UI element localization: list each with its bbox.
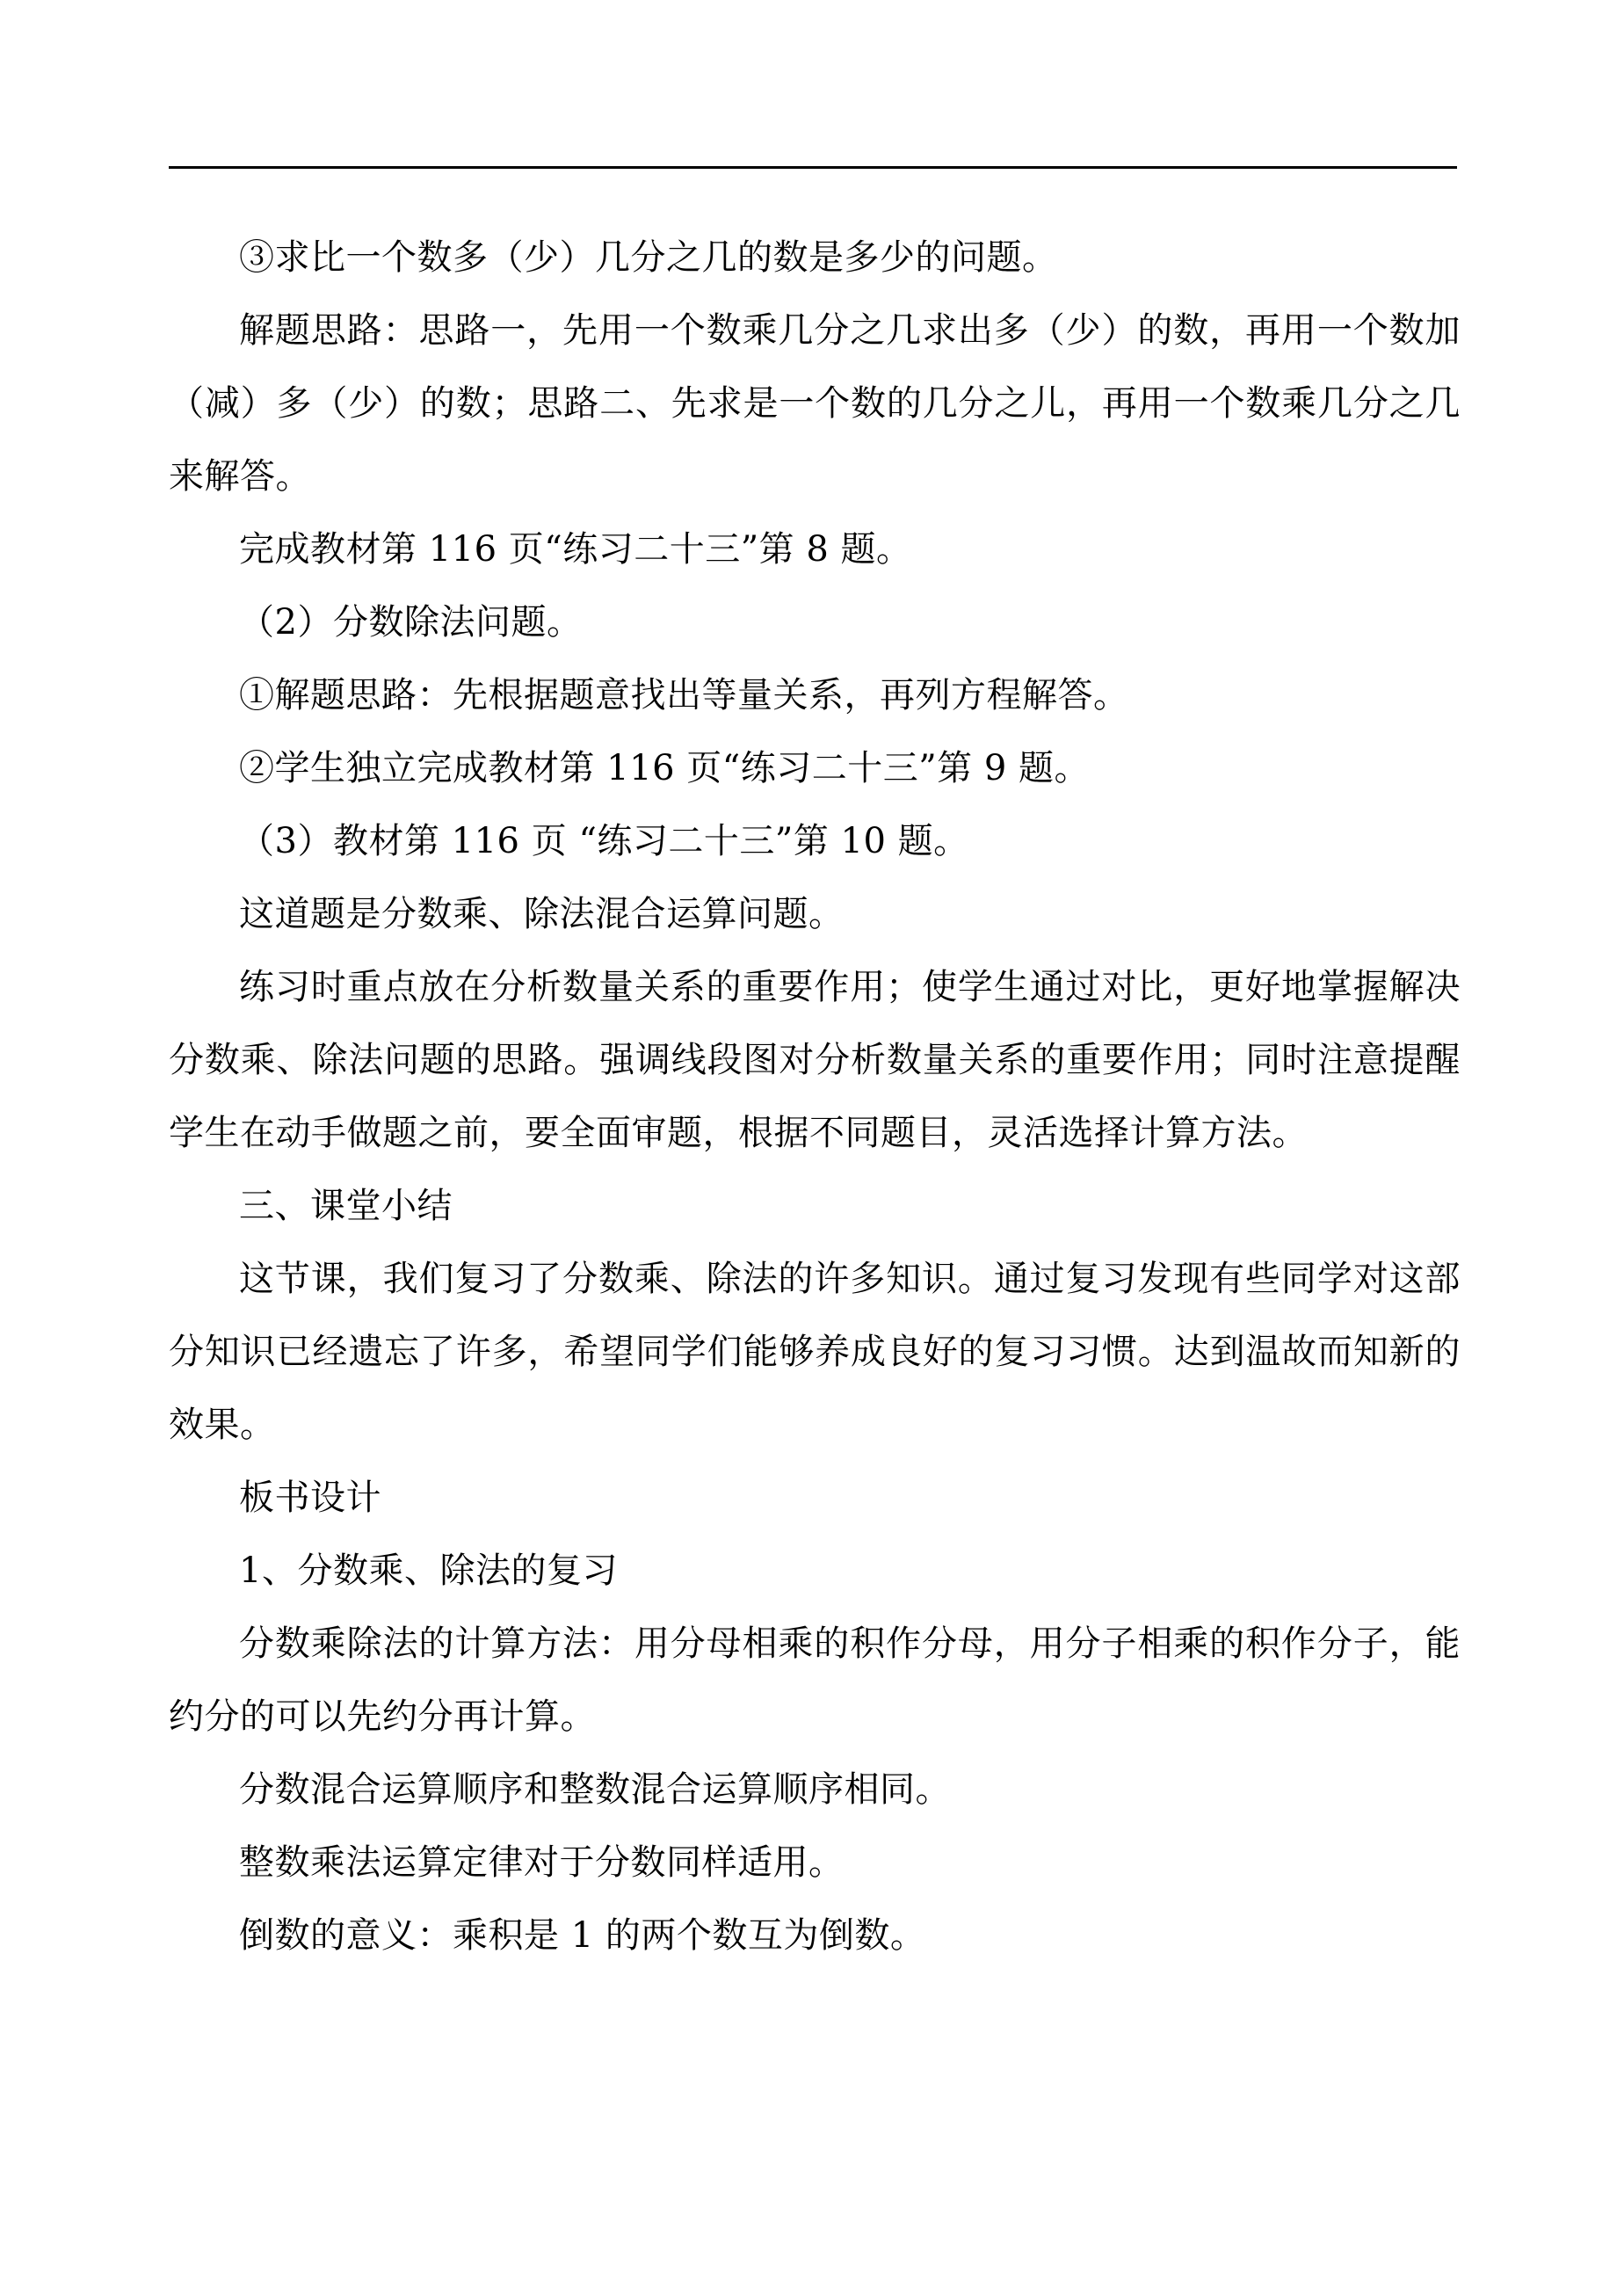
board-item-review-title: 1、分数乘、除法的复习 (239, 1551, 618, 1591)
board-item-calculation-method: 分数乘除法的计算方法：用分母相乘的积作分母，用分子相乘的积作分子，能约分的可以先约分再计算。 (169, 1623, 1461, 1737)
paragraph-mixed-operations: 这道题是分数乘、除法混合运算问题。 (239, 894, 845, 934)
paragraph-division-problem-heading: （2）分数除法问题。 (239, 602, 583, 643)
paragraph-comparison-problem: ③求比一个数多（少）几分之几的数是多少的问题。 (239, 237, 1058, 278)
board-item-operation-order: 分数混合运算顺序和整数混合运算顺序相同。 (239, 1769, 951, 1810)
paragraph-summary: 这节课，我们复习了分数乘、除法的许多知识。通过复习发现有些同学对这部分知识已经遗忘了许多，希望同学们能够养成良好的复习习惯。达到温故而知新的效果。 (169, 1259, 1461, 1445)
paragraph-exercise-8: 完成教材第 116 页“练习二十三”第 8 题。 (239, 529, 912, 570)
paragraph-exercise-9: ②学生独立完成教材第 116 页“练习二十三”第 9 题。 (239, 748, 1091, 788)
paragraph-solution-approach: 解题思路：思路一，先用一个数乘几分之几求出多（少）的数，再用一个数加（减）多（少）的数；思路二、先求是一个数的几分之儿，再用一个数乘几分之几来解答。 (169, 310, 1461, 497)
paragraph-exercise-10: （3）教材第 116 页 “练习二十三”第 10 题。 (239, 821, 969, 861)
section-heading-board-design: 板书设计 (239, 1478, 381, 1518)
paragraph-division-approach: ①解题思路：先根据题意找出等量关系，再列方程解答。 (239, 675, 1129, 715)
section-heading-summary: 三、课堂小结 (239, 1186, 453, 1226)
document-body (169, 222, 1461, 1972)
header-rule (169, 166, 1457, 169)
board-item-laws: 整数乘法运算定律对于分数同样适用。 (239, 1842, 845, 1883)
board-item-reciprocal: 倒数的意义：乘积是 1 的两个数互为倒数。 (239, 1915, 926, 1956)
paragraph-practice-focus: 练习时重点放在分析数量关系的重要作用；使学生通过对比，更好地掌握解决分数乘、除法问题的思路。强调线段图对分析数量关系的重要作用；同时注意提醒学生在动手做题之前，要全面审题，根据不同题目，灵活选择计算方法。 (169, 967, 1461, 1153)
